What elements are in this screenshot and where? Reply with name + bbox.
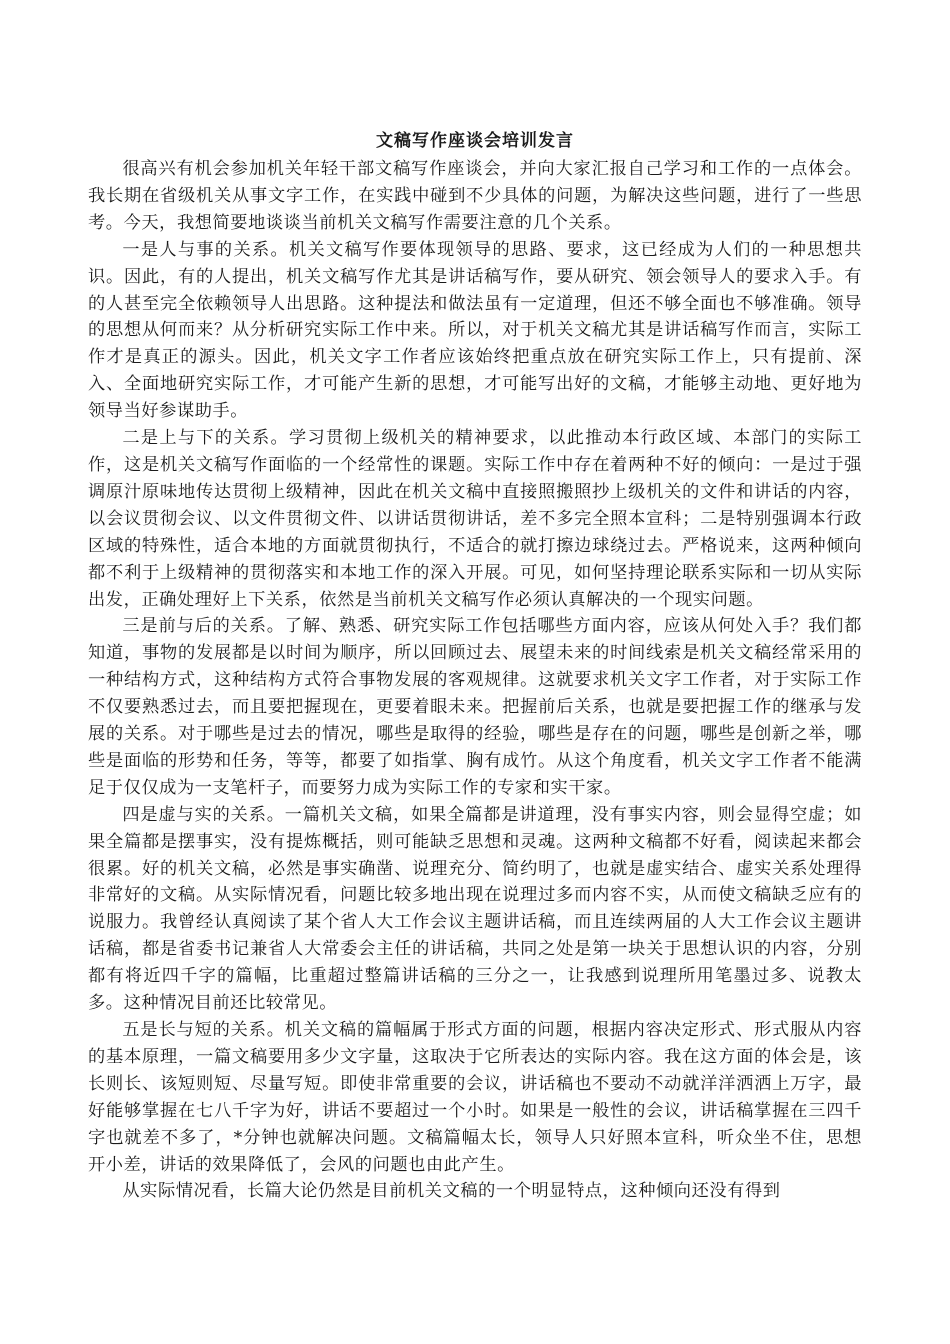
paragraph-continuation: 从实际情况看，长篇大论仍然是目前机关文稿的一个明显特点，这种倾向还没有得到 [122,1181,781,1202]
document-page [88,128,862,1205]
paragraph-before-and-after: 三是前与后的关系。了解、熟悉、研究实际工作包括哪些方面内容，应该从何处入手？我们都知道，事物的发展都是以时间为顺序，所以回顾过去、展望未来的时间线索是机关文稿经常采用的一种结构方式，这种结构方式符合事物发展的客观规律。这就要求机关文字工作者，对于实际工作不仅要熟悉过去，而且要把握现在，更要着眼未来。把握前后关系，也就是要把握工作的继承与发展的关系。对于哪些是过去的情况，哪些是取得的经验，哪些是存在的问题，哪些是创新之举，哪些是面临的形势和任务，等等，都要了如指掌、胸有成竹。从这个角度看，机关文字工作者不能满足于仅仅成为一支笔杆子，而要努力成为实际工作的专家和实干家。 [88,616,862,798]
paragraph-virtual-and-real: 四是虚与实的关系。一篇机关文稿，如果全篇都是讲道理，没有事实内容，则会显得空虚；如果全篇都是摆事实，没有提炼概括，则可能缺乏思想和灵魂。这两种文稿都不好看，阅读起来都会很累。好的机关文稿，必然是事实确凿、说理充分、简约明了，也就是虚实结合、虚实关系处理得非常好的文稿。从实际情况看，问题比较多地出现在说理过多而内容不实，从而使文稿缺乏应有的说服力。我曾经认真阅读了某个省人大工作会议主题讲话稿，而且连续两届的人大工作会议主题讲话稿，都是省委书记兼省人大常委会主任的讲话稿，共同之处是第一块关于思想认识的内容，分别都有将近四千字的篇幅，比重超过整篇讲话稿的三分之一，让我感到说理所用笔墨过多、说教太多。这种情况目前还比较常见。 [88,804,862,1014]
paragraph-people-and-affairs: 一是人与事的关系。机关文稿写作要体现领导的思路、要求，这已经成为人们的一种思想共识。因此，有的人提出，机关文稿写作尤其是讲话稿写作，要从研究、领会领导人的要求入手。有的人甚至完全依赖领导人出思路。这种提法和做法虽有一定道理，但还不够全面也不够准确。领导的思想从何而来？从分析研究实际工作中来。所以，对于机关文稿尤其是讲话稿写作而言，实际工作才是真正的源头。因此，机关文字工作者应该始终把重点放在研究实际工作上，只有提前、深入、全面地研究实际工作，才可能产生新的思想，才可能写出好的文稿，才能够主动地、更好地为领导当好参谋助手。 [88,239,862,422]
paragraph-intro: 很高兴有机会参加机关年轻干部文稿写作座谈会，并向大家汇报自己学习和工作的一点体会。我长期在省级机关从事文字工作，在实践中碰到不少具体的问题，为解决这些问题，进行了一些思考。今天，我想简要地谈谈当前机关文稿写作需要注意的几个关系。 [88,159,862,233]
paragraph-long-and-short: 五是长与短的关系。机关文稿的篇幅属于形式方面的问题，根据内容决定形式、形式服从内容的基本原理，一篇文稿要用多少文字量，这取决于它所表达的实际内容。我在这方面的体会是，该长则长、该短则短、尽量写短。即使非常重要的会议，讲话稿也不要动不动就洋洋洒洒上万字，最好能够掌握在七八千字为好，讲话不要超过一个小时。如果是一般性的会议，讲话稿掌握在三四千字也就差不多了，*分钟也就解决问题。文稿篇幅太长，领导人只好照本宣科，听众坐不住，思想开小差，讲话的效果降低了，会风的问题也由此产生。 [88,1020,862,1175]
paragraph-upper-and-lower: 二是上与下的关系。学习贯彻上级机关的精神要求，以此推动本行政区域、本部门的实际工作，这是机关文稿写作面临的一个经常性的课题。实际工作中存在着两种不好的倾向：一是过于强调原汁原味地传达贯彻上级精神，因此在机关文稿中直接照搬照抄上级机关的文件和讲话的内容，以会议贯彻会议、以文件贯彻文件、以讲话贯彻讲话，差不多完全照本宣科；二是特别强调本行政区域的特殊性，适合本地的方面就贯彻执行，不适合的就打擦边球绕过去。严格说来，这两种倾向都不利于上级精神的贯彻落实和本地工作的深入开展。可见，如何坚持理论联系实际和一切从实际出发，正确处理好上下关系，依然是当前机关文稿写作必须认真解决的一个现实问题。 [88,428,862,610]
document-title: 文稿写作座谈会培训发言 [376,131,574,151]
